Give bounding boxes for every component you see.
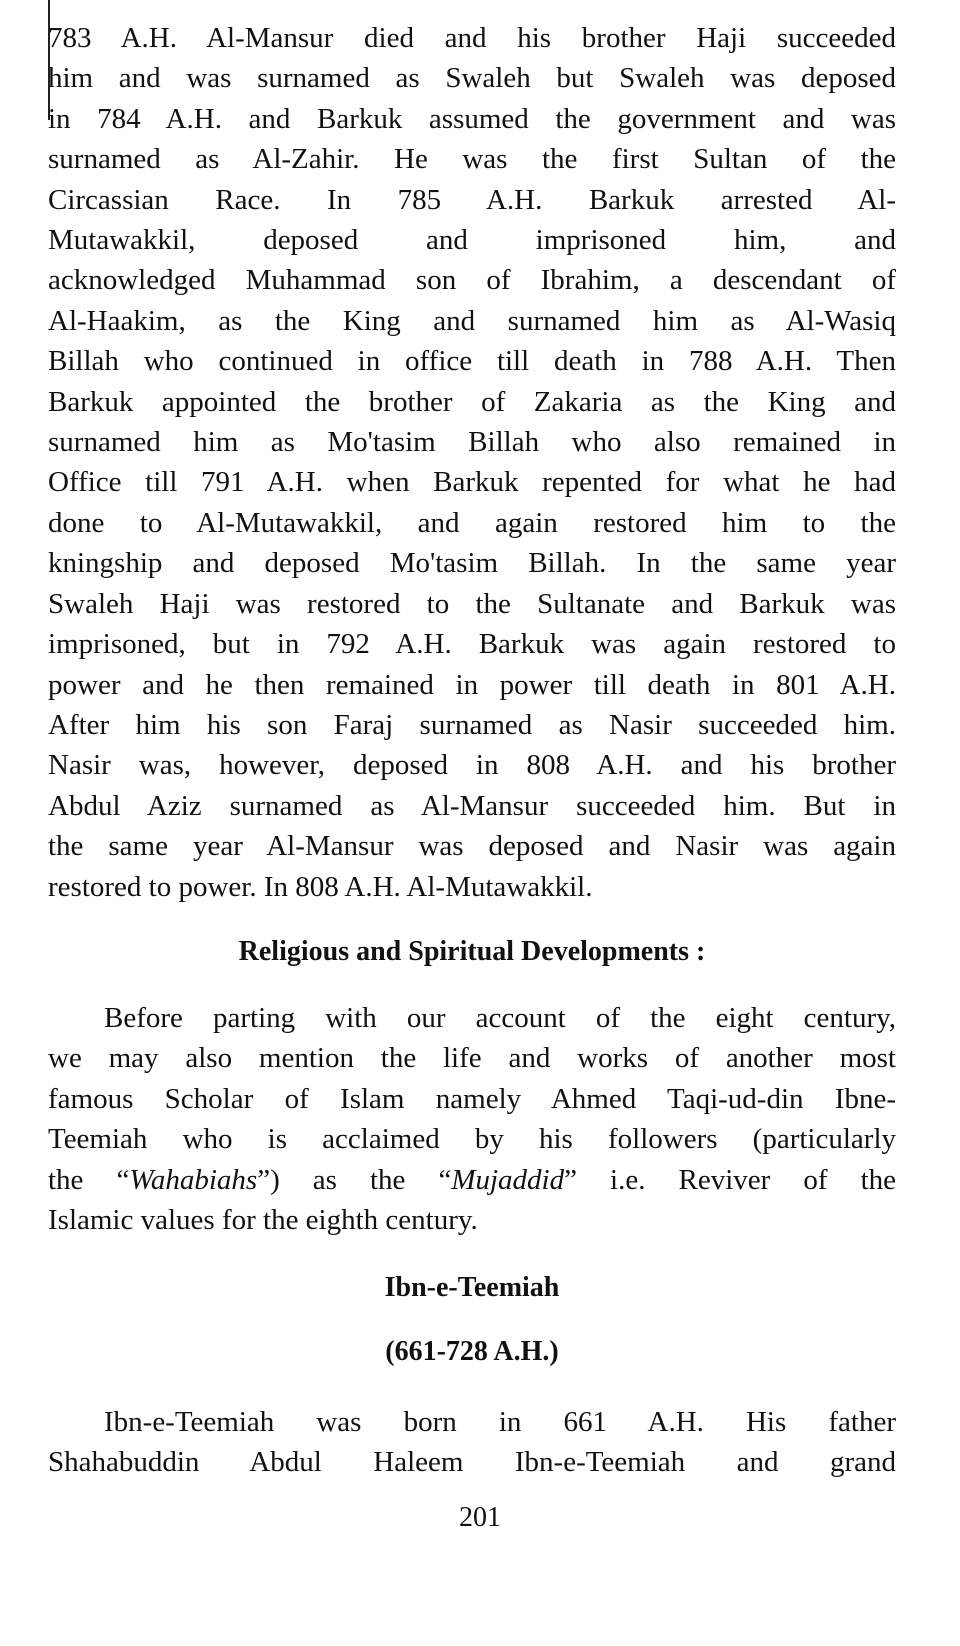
text-line: him and was surnamed as Swaleh but Swaleh was deposed (48, 62, 896, 95)
page-number: 201 (459, 1502, 501, 1533)
text-line: Billah who continued in office till death in 788 A.H. Then (48, 345, 896, 378)
text-line: famous Scholar of Islam namely Ahmed Taqi-ud-din Ibne- (48, 1082, 896, 1115)
text-line: acknowledged Muhammad son of Ibrahim, a descendant of (48, 264, 896, 297)
text-line: kningship and deposed Mo'tasim Billah. In the same year (48, 547, 896, 580)
text-fragment: the “ (48, 1163, 130, 1196)
text-line: imprisoned, but in 792 A.H. Barkuk was again restored to (48, 628, 896, 661)
italic-term-mujaddid: Mujaddid (451, 1163, 565, 1196)
text-line: After him his son Faraj surnamed as Nasir succeeded him. (48, 708, 896, 741)
text-line: restored to power. In 808 A.H. Al-Mutawakkil. (48, 870, 593, 903)
text-line: we may also mention the life and works of another most (48, 1042, 896, 1075)
text-line (48, 1160, 896, 1200)
text-line: in 784 A.H. and Barkuk assumed the government and was (48, 102, 896, 135)
text-line: surnamed as Al-Zahir. He was the first Sultan of the (48, 143, 896, 176)
section-heading-religious: Religious and Spiritual Developments : (238, 936, 706, 967)
text-line: Office till 791 A.H. when Barkuk repented for what he had (48, 466, 896, 499)
text-line: done to Al-Mutawakkil, and again restored him to the (48, 506, 896, 539)
text-line: Mutawakkil, deposed and imprisoned him, and (48, 224, 896, 257)
paragraph-succession (48, 18, 896, 907)
text-line: Abdul Aziz surnamed as Al-Mansur succeeded him. But in (48, 789, 896, 822)
text-line: Swaleh Haji was restored to the Sultanate and Barkuk was (48, 587, 896, 620)
text-line: Shahabuddin Abdul Haleem Ibn-e-Teemiah and grand (48, 1446, 896, 1479)
paragraph-birth (48, 1402, 896, 1483)
text-line: Nasir was, however, deposed in 808 A.H. and his brother (48, 749, 896, 782)
text-fragment: ”) as the “ (257, 1163, 452, 1196)
italic-term-wahabiahs: Wahabiahs (129, 1163, 258, 1196)
text-line: the same year Al-Mansur was deposed and Nasir was again (48, 830, 896, 863)
section-heading-name: Ibn-e-Teemiah (384, 1272, 560, 1303)
text-line: Al-Haakim, as the King and surnamed him as Al-Wasiq (48, 304, 896, 337)
text-line: Circassian Race. In 785 A.H. Barkuk arrested Al- (48, 183, 896, 216)
text-fragment: ” i.e. Reviver of the (564, 1163, 896, 1196)
text-line: Ibn-e-Teemiah was born in 661 A.H. His father (104, 1406, 896, 1438)
text-line: Teemiah who is acclaimed by his followers (particularly (48, 1123, 896, 1156)
paragraph-before-parting (48, 998, 896, 1240)
text-line: 783 A.H. Al-Mansur died and his brother Haji succeeded (48, 22, 896, 54)
text-line: Barkuk appointed the brother of Zakaria as the King and (48, 385, 896, 418)
text-line: power and he then remained in power till death in 801 A.H. (48, 668, 896, 701)
section-heading-dates: (661-728 A.H.) (385, 1336, 559, 1367)
text-line: surnamed him as Mo'tasim Billah who also remained in (48, 426, 896, 459)
text-line: Islamic values for the eighth century. (48, 1204, 478, 1237)
text-line: Before parting with our account of the eight century, (104, 1002, 896, 1034)
